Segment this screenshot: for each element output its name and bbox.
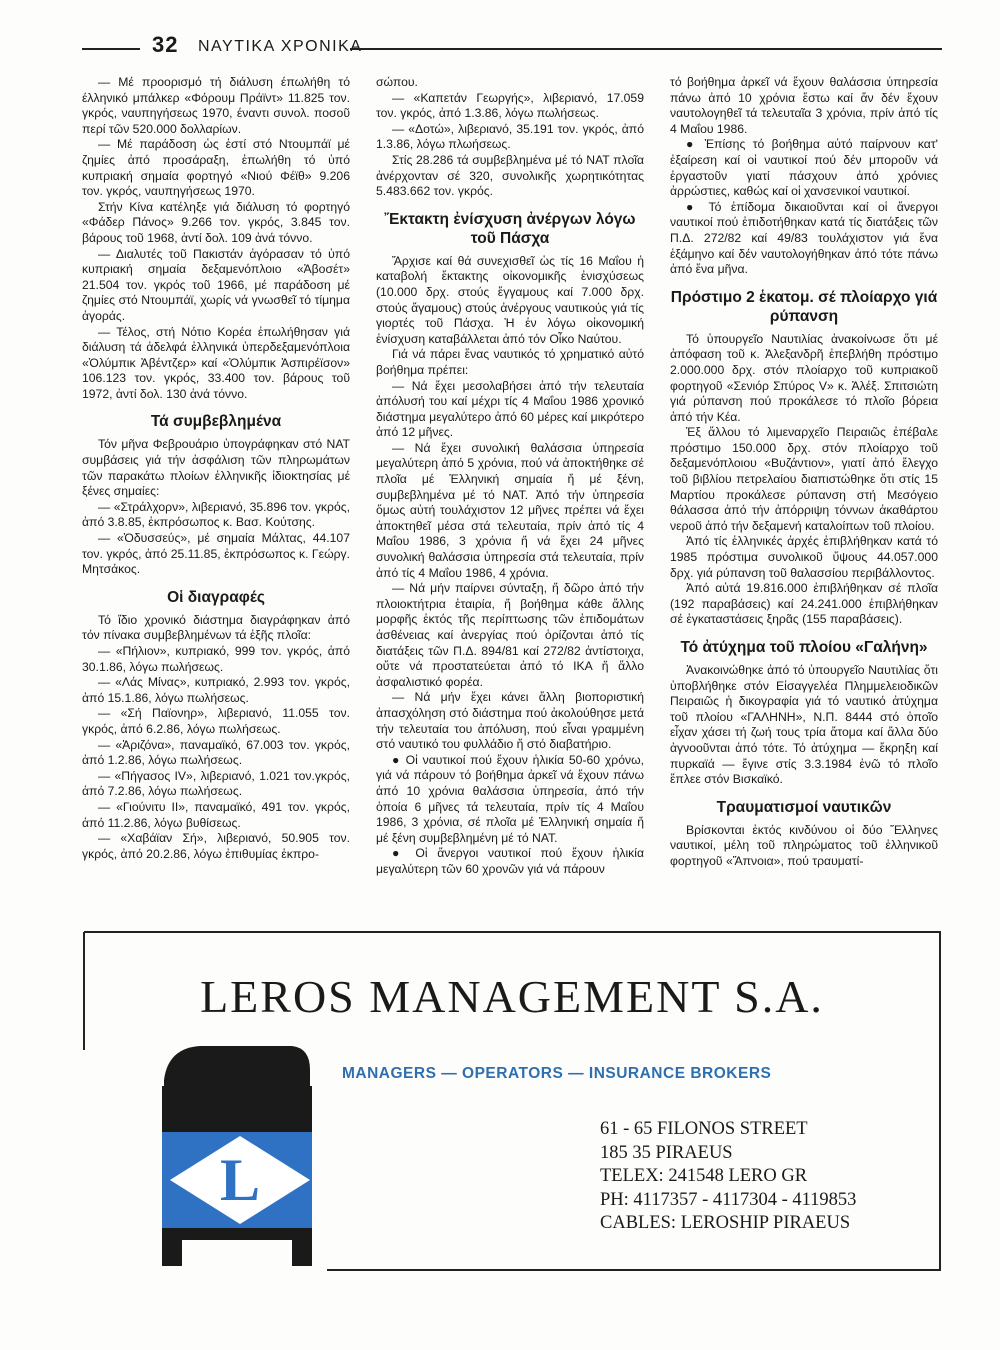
paragraph: — «Σή Παϊονηρ», λιβεριανό, 11.055 τον. γκρός, ἀπό 6.2.86, λόγω πωλήσεως. [82,706,350,736]
bullet-paragraph: ● Οἱ ναυτικοί πού ἔχουν ἡλικία 50-60 χρόνω, γιά νά πάρουν τό βοήθημα ἀρκεῖ νά ἔχουν πάνω ἀπό 10 χρόνια θαλάσσια ὑπηρεσία, ἀπό τήν ὁποία 6 μῆνες τά τελευταία, πρίν τίς 4 Μαΐου 1986, 3 χρόνια, σέ πλοῖα μέ Ἑλληνική σημαία ἤ μέ ξένη συμβεβλημένη μέ τό ΝΑΤ. [376,752,644,845]
page-number: 32 [152,32,179,57]
section-heading: Τραυματισμοί ναυτικῶν [716,798,892,816]
paragraph: — «Καπετάν Γεωργής», λιβεριανό, 17.059 τον. γκρός, ἀπό 1.3.86, λόγω πωλήσεως. [376,90,644,121]
telex-line: TELEX: 241548 LERO GR [600,1166,808,1186]
section-heading: Ἔκτακτη ἐνίσχυση ἀνέργων λόγω τοῦ Πάσχα [384,210,636,247]
section-heading: Τό ἀτύχημα τοῦ πλοίου «Γαλήνη» [680,639,928,656]
advertisement [82,930,942,1272]
page-header [82,32,942,70]
paragraph: — «Ὀδυσσεύς», μέ σημαία Μάλτας, 44.107 τον. γκρός, ἀπό 25.11.85, ἐκπρόσωπος κ. Γεώργ. Μητσάκος. [82,531,350,577]
bullet-paragraph: ● Οἱ ἄνεργοι ναυτικοί πού ἔχουν ἡλικία μεγαλύτερη τῶν 60 χρονῶν γιά νά πάρουν [376,846,644,876]
paragraph: — «Ἀριζόνα», παναμαϊκό, 67.003 τον. γκρός, ἀπό 1.2.86, λόγω πωλήσεως. [82,737,350,768]
paragraph: Βρίσκονται ἐκτός κινδύνου οἱ δύο Ἕλληνες ναυτικοί, μέλη τοῦ πληρώματος τοῦ ἑλληνικοῦ φορτηγοῦ «Ἄπνοια», πού τραυματί- [670,822,938,868]
header-rule-right [350,48,942,50]
logo-top-band [164,1046,310,1086]
logo-letter: L [219,1147,261,1213]
article-column-1 [82,75,350,862]
paragraph: — «Δοτώ», λιβεριανό, 35.191 τον. γκρός, ἀπό 1.3.86, λόγω πλωήσεως. [376,121,644,152]
section-heading: Οἱ διαγραφές [167,588,265,606]
contact-block [600,1118,856,1236]
paragraph: Στίς 28.286 τά συμβεβλημένα μέ τό ΝΑΤ πλοῖα ἀνέρχονταν σέ 320, συνολικῆς χωρητικότητας 5.483.662 τον. γκρός. [376,152,644,199]
paragraph: Στήν Κίνα κατέληξε γιά διάλυση τό φορτηγό «Φάδερ Πάνος» 9.266 τον. γκρός, 3.845 τον. βάρους τοῦ 1968, ἀντί δολ. 109 ἀνά τόννο. [82,199,350,245]
paragraph: — Μέ προορισμό τή διάλυση έπωλήθη τό έλληνικό μπάλκερ «Φόρουμ Πράϊντ» 11.825 τον. γκρός, ναυπηγήσεως 1970, έναντι συνολ. ποσοῦ περί τῶν 520.000 δολλαρίων. [82,75,350,136]
paragraph: — Νά ἔχει συνολική θαλάσσια ὑπηρεσία μεγαλύτερη ἀπό 5 χρόνια, πού νά ἀποκτήθηκε σέ πλοῖα μέ Ἑλληνική σημαία ἤ μέ ξένη, συμβεβλημένα μέ τό ΝΑΤ. Ἀπό τήν ὑπηρεσία ὅμως αὐτή τουλάχιστον 12 μῆνες πρέπει νά ἔχει ἀποκτηθεῖ μέσα στά τελευταία, πρίν ἀπό τίς 4 Μαΐου 1986, 3 χρόνια ἤ νά ἔχει 24 μῆνες συνολική θαλάσσια ὑπηρεσία στά τελευταία, πρίν ἀπό τίς 4 Μαΐου 1986, 4 χρόνια. [376,440,644,580]
address-line: 185 35 PIRAEUS [600,1142,733,1163]
paragraph: Ἀπό τίς ἑλληνικές ἀρχές ἐπιβλήθηκαν κατά τό 1985 πρόστιμα συνολικοῦ ὕψους 44.057.000 δρχ. γιά ρύπανση τοῦ θαλασσίου περιβάλλοντος. [670,534,938,580]
paragraph: — «Χαβάϊαν Σή», λιβεριανό, 50.905 τον. γκρός, ἀπό 20.2.86, λόγω ἐπιθυμίας ἐκπρο- [82,831,350,861]
section-heading: Πρόστιμο 2 ἑκατομ. σέ πλοίαρχο γιά ρύπανση [670,288,938,325]
paragraph: — «Πήγασος IV», λιβεριανό, 1.021 τον.γκρός, ἀπό 7.2.86, λόγω πωλήσεως. [82,768,350,799]
paragraph: Ἐξ ἄλλου τό λιμεναρχεῖο Πειραιῶς ἐπέβαλε πρόστιμο 150.000 δρχ. στόν πλοίαρχο τοῦ δεξαμενόπλοιου «Βυζάντιον», γιατί ἀπό ἔλεγχο τοῦ βιβλίου πετρελαίου διαπιστώθηκε ὅτι στίς 15 Μαρτίου προκάλεσε ρύπανση στή Μεσόγειο θάλασσα ἀπό τήν ἀπόρριψη τόννων ἀκαθάρτου νεροῦ ἀπό τήν δεξαμενή καταλοίπων τοῦ πλοίου. [670,425,938,533]
paragraph: — «Γιούνιτυ ΙΙ», παναμαϊκό, 491 τον. γκρός, ἀπό 11.2.86, λόγω βυθίσεως. [82,799,350,830]
paragraph: Γιά νά πάρει ἕνας ναυτικός τό χρηματικό αὐτό βοήθημα πρέπει: [376,347,644,377]
paragraph: — Νά μήν ἔχει κάνει ἄλλη βιοποριστική ἀπασχόληση στό διάστημα πού ἀκολούθησε μετά τήν τελευταία του ἀπόλυση, πού εἶναι γραμμένη στό ναυτικό του φυλλάδιο ἤ στό διαβατήριο. [376,690,644,752]
logo-legs [162,1228,312,1266]
paragraph: Τόν μῆνα Φεβρουάριο ὑπογράφηκαν στό ΝΑΤ συμβάσεις γιά τήν ἀσφάλιση τῶν πληρωμάτων τῶν παρακάτω πλοίων ἑλληνικῆς ἰδιοκτησίας μέ ξένες σημαίες: [82,437,350,499]
paragraph: — Μέ παράδοση ὡς ἐστί στό Ντουμπάϊ μέ ζημίες ἀπό προσάραξη, ἐπωλήθη τό ὑπό κυπριακή σημαία φορτηγό «Νιού Φέϊθ» 9.206 τον. γκρός, ναυπηγήσεως 1970. [82,137,350,199]
paragraph: Ἀνακοινώθηκε ἀπό τό ὑπουργεῖο Ναυτιλίας ὅτι ὑποβλήθηκε στόν Εἰσαγγελέα Πλημμελειοδικῶν Πειραιῶς ἡ δικογραφία γιά τό ναυτικό ἀτύχημα τοῦ πλοίου «ΓΑΛΗΝΗ», Ν.Π. 8444 στό ὁποῖο εἶχαν χάσει τή ζωή τους τρία ἄτομα καί ἄλλα δύο ἀγνοοῦνται ἀπό τότε. Τό ἀτύχημα — ἔκρηξη καί πυρκαϊά — ἔγινε στίς 3.3.1984 ἐνῶ τό πλοῖο ἔπλεε στόν Βισκαϊκό. [670,663,938,787]
company-name: LEROS MANAGEMENT S.A. [200,971,824,1022]
paragraph: τό βοήθημα ἀρκεῖ νά ἔχουν θαλάσσια ὑπηρεσία πάνω ἀπό 10 χρόνια ἔστω καί ἄν δέν ἔχουν ναυτολογηθεῖ τά τελευταῖα 3 χρόνια, πρίν ἀπό τίς 4 Μαΐου 1986. [670,75,938,136]
paragraph: Τό ἴδιο χρονικό διάστημα διαγράφηκαν ἀπό τόν πίνακα συμβεβλημένων τά ἑξῆς πλοῖα: [82,612,350,643]
publication-name: ΝΑΥΤΙΚΑ ΧΡΟΝΙΚΑ [198,38,363,55]
paragraph: Τό ὑπουργεῖο Ναυτιλίας ἀνακοίνωσε ὅτι μέ ἀπόφαση τοῦ κ. Ἀλεξανδρῆ ἐπεβλήθη πρόστιμο 2.000.000 δρχ. στόν πλοίαρχο τοῦ κυπριακοῦ φορτηγοῦ «Σενιόρ Σπύρος V» κ. Ἀλέξ. Σπιτσιώτη γιά ρύπανση πού προκάλεσε τό πλοῖο βόρεια ἀπό τήν Κέα. [670,331,938,424]
cables-line: CABLES: LEROSHIP PIRAEUS [600,1213,851,1233]
article-column-3 [670,75,938,870]
paragraph: σώπου. [376,75,418,89]
address-line: 61 - 65 FILONOS STREET [600,1119,808,1139]
paragraph: — «Λάς Μίνας», κυπριακό, 2.993 τον. γκρός, ἀπό 15.1.86, λόγω πωλήσεως. [82,675,350,705]
paragraph: Ἄρχισε καί θά συνεχισθεῖ ὡς τίς 16 Μαΐου ἡ καταβολή ἔκτακτης οἰκονομικῆς ἐνισχύσεως (10.000 δρχ. στούς ἔγγαμους καί 7.000 δρχ. στούς ἄγαμους) στούς ἀνέργους ναυτικούς γιά τίς γιορτές τοῦ Πάσχα. Ἡ ἐν λόγω οἰκονομική ἐνίσχυση καταβάλλεται ἀπό τόν Οἶκο Ναύτου. [376,253,644,346]
paragraph: Ἀπό αὐτά 19.816.000 ἐπιβλήθηκαν σέ πλοῖα (192 παραβάσεις) καί 24.241.000 ἐπιβλήθηκαν σέ ἐγκαταστάσεις ξηρᾶς (155 παραβάσεις). [670,581,938,627]
logo-dark-band [162,1086,312,1132]
paragraph: — «Στράλχορν», λιβεριανό, 35.896 τον. γκρός, ἀπό 3.8.85, ἐκπρόσωπος κ. Βασ. Κούτσης. [82,499,350,530]
bullet-paragraph: ● Τό ἐπίδομα δικαιοῦνται καί οἱ ἄνεργοι ναυτικοί πού ἐπιδοτήθηκαν κατά τίς διατάξεις τῶν Π.Δ. 272/82 καί 49/83 τουλάχιστον γιά ἕνα ἑξάμηνο καί δέν ναυτολογήθηκαν ἀπό τότε πάνω ἀπό ἕνα μῆνα. [670,199,938,277]
bullet-paragraph: ● Ἐπίσης τό βοήθημα αὐτό παίρνουν κατ' ἐξαίρεση καί οἱ ναυτικοί πού δέν μποροῦν νά ἐργαστοῦν γιατί πάσχουν ἀπό χρόνιες ἀρρώστιες, καθώς καί οἱ χανσενικοί ναυτικοί. [670,137,938,199]
paragraph: — «Πήλιον», κυπριακό, 999 τον. γκρός, ἀπό 30.1.86, λόγω πωλήσεως. [82,644,350,674]
company-logo-icon [160,1040,320,1270]
header-rule-left [82,48,140,50]
section-heading: Τά συμβεβλημένα [150,413,282,431]
company-tagline: MANAGERS — OPERATORS — INSURANCE BROKERS [342,1065,772,1082]
article-column-2 [376,75,644,878]
paragraph: — Νά ἔχει μεσολαβήσει ἀπό τήν τελευταία ἀπόλυσή του καί μέχρι τίς 4 Μαΐου 1986 χρονικό διάστημα μεγαλύτερο ἀπό 60 μέρες καί μικρότερο ἀπό 12 μῆνες. [376,378,644,440]
phone-line: PH: 4117357 - 4117304 - 4119853 [600,1189,857,1210]
paragraph: — Τέλος, στή Νότιο Κορέα ἐπωλήθησαν γιά διάλυση τά ἀδελφά ἑλληνικά ὑπερδεξαμενόπλοια «Ὀλύμπικ Ἀβέντζερ» καί «Ὀλύμπικ Ἀσπιρέϊσον» 106.123 τον. γκρός, 33.400 τον. βάρους τοῦ 1972, ἀντί δολ. 130 ἀνά τόννο. [82,324,350,401]
paragraph: — Νά μήν παίρνει σύνταξη, ἤ δῶρο ἀπό τήν πλοιοκτήτρια ἑταιρία, ἤ βοήθημα κάθε ἄλλης μορφῆς ἐκτός τῆς περίπτωσης τῶν ἐπιδομάτων ἀσθένειας καί ἀνεργίας πού ὁρίζονται ἀπό τίς διατάξεις τῶν Π.Δ. 894/81 καί 272/82 ἀντίστοιχα, οὔτε νά προστατεύεται ἀπό τό ΙΚΑ ἤ ἄλλο ἀσφαλιστικό φορέα. [376,581,644,689]
paragraph: — Διαλυτές τοῦ Πακιστάν ἀγόρασαν τό ὑπό κυπριακή σημαία δεξαμενόπλοιο «Ἀβοσέτ» 21.504 τον. γκρός τοῦ 1966, μέ παράδοση μέ ζημίες στό Ντουμπάϊ, χωρίς νά γνωσθεῖ τό τίμημα ἀγοράς. [82,246,350,323]
